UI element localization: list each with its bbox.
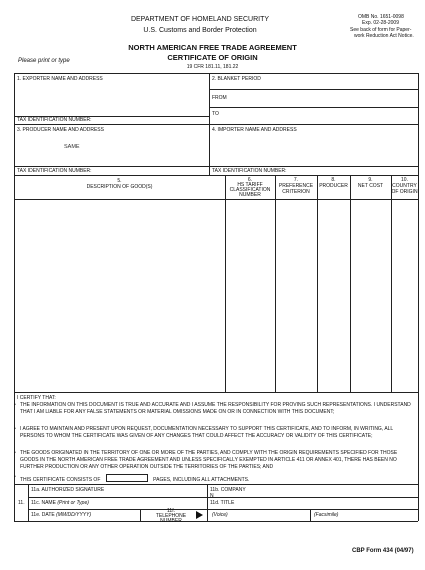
rule-certify (14, 392, 418, 393)
col-classification-header: CLASSIFICATION (229, 187, 271, 193)
rule-right (418, 73, 419, 521)
facsimile-label: (Facsimile) (314, 512, 339, 518)
col-5-number: 5. (117, 178, 122, 184)
sig-row-1 (28, 497, 418, 498)
bullet-icon: • (14, 402, 16, 408)
rule-top (14, 73, 418, 74)
rule-tax-3-4 (14, 166, 418, 167)
bullet-icon: • (14, 474, 16, 480)
cfr-reference: 19 CFR 181.11, 181.22 (186, 64, 239, 70)
col-sep-10 (391, 175, 392, 392)
rule-from (209, 89, 418, 90)
exporter-label: 1. EXPORTER NAME AND ADDRESS (17, 76, 103, 82)
to-label: TO (212, 111, 219, 117)
company-label: 11b. COMPANY (210, 487, 246, 493)
col-sep-8 (317, 175, 318, 392)
col-criterion-header: CRITERION (282, 189, 310, 195)
col-6-number: 6. (247, 177, 253, 183)
certify-item-1: • THE INFORMATION ON THIS DOCUMENT IS TRUE AND ACCURATE AND I ASSUME THE RESPONSIBILITY FOR PROVING SUCH REPRESENTATIONS. I UNDERSTAND THAT I AM LIABLE FOR ANY FALSE STATEMENTS OR MATERIAL OMISSIONS MADE ON OR IN CONNECTION WITH THIS DOCUMENT; (14, 402, 411, 415)
certify-item-4: • THIS CERTIFICATE CONSISTS OF PAGES, INCLUDING ALL ATTACHMENTS. (14, 474, 250, 483)
col-description-header: DESCRIPTION OF GOOD(S) (86, 184, 153, 190)
exporter-tax-id-label: TAX IDENTIFICATION NUMBER: (17, 117, 92, 123)
signature-section-number: 11. (18, 500, 25, 506)
arrow-right-icon (196, 511, 203, 519)
agency-name: U.S. Customs and Border Protection (143, 27, 257, 34)
title-label: 11d. TITLE (210, 500, 235, 506)
rule-signature-bottom (14, 521, 418, 522)
name-label: 11c. NAME (Print or Type) (31, 500, 89, 506)
producer-tax-id-label: TAX IDENTIFICATION NUMBER: (17, 168, 92, 174)
col-sep-6 (225, 175, 226, 392)
col-sep-9 (350, 175, 351, 392)
importer-label: 4. IMPORTER NAME AND ADDRESS (212, 127, 297, 133)
col-preference-header: PREFERENCE (278, 183, 314, 189)
col-producer-header: PRODUCER (319, 183, 348, 189)
paperwork-note-1: See back of form for Paper- (350, 27, 412, 33)
form-title: NORTH AMERICAN FREE TRADE AGREEMENT (128, 43, 297, 52)
bullet-icon: • (14, 426, 16, 432)
col-8-number: 8. (331, 177, 336, 183)
rule-signature (14, 484, 418, 485)
col-origin-header: OF ORIGIN (391, 189, 418, 195)
print-note: Please print or type (18, 58, 70, 64)
telephone-label: 11f. TELEPHONE NUMBER (155, 508, 187, 524)
certify-intro: I CERTIFY THAT: (17, 395, 56, 401)
rule-columns (14, 175, 418, 176)
sig-mid-sep (207, 484, 208, 521)
importer-tax-id-label: TAX IDENTIFICATION NUMBER: (212, 168, 287, 174)
department-name: DEPARTMENT OF HOMELAND SECURITY (130, 16, 270, 23)
company-value: N (210, 493, 214, 499)
rule-column-header-bottom (14, 199, 418, 200)
form-subtitle: CERTIFICATE OF ORIGIN (167, 53, 258, 62)
blanket-period-label: 2. BLANKET PERIOD (212, 76, 261, 82)
from-label: FROM (212, 95, 227, 101)
expiration-date: Exp. 02-28-2009 (362, 20, 399, 26)
authorized-signature-label: 11a. AUTHORIZED SIGNATURE (31, 487, 105, 493)
sig-row-2 (28, 509, 418, 510)
rule-section-3 (14, 124, 418, 125)
col-sep-7 (275, 175, 276, 392)
col-number-header: NUMBER (239, 192, 261, 198)
rule-to (209, 107, 418, 108)
sig-fax-sep (310, 509, 311, 521)
bullet-icon: • (14, 450, 16, 456)
producer-label: 3. PRODUCER NAME AND ADDRESS (17, 127, 104, 133)
certify-item-2: • I AGREE TO MAINTAIN AND PRESENT UPON REQUEST, DOCUMENTATION NECESSARY TO SUPPORT THIS CERTIFICATE, AND TO INFORM, IN WRITING, ALL PERSONS TO WHOM THE CERTIFICATE WAS GIVEN OF ANY CHANGES THAT COULD AFFECT THE ACCURACY OR VALIDITY OF THIS CERTIFICATE; (14, 426, 394, 439)
certify-item-3: • THE GOODS ORIGINATED IN THE TERRITORY OF ONE OR MORE OF THE PARTIES, AND COMPLY WITH THE ORIGIN REQUIREMENTS SPECIFIED FOR THOSE GOODS IN THE NORTH AMERICAN FREE TRADE AGREEMENT AND UNLESS SPECIFICALLY EXEMPTED IN ARTICLE 411 OR ANNEX 401, THERE HAS BEEN NO FURTHER PRODUCTION OR ANY OTHER OPERATION OUTSIDE THE TERRITORIES OF THE PARTIES; AND (14, 450, 398, 470)
col-9-number: 9. (368, 177, 373, 183)
date-label: 11e. DATE (MM/DD/YYYY) (31, 512, 92, 518)
col-country-header: COUNTRY (392, 183, 417, 189)
page-count-field[interactable] (106, 474, 148, 482)
col-7-number: 7. (293, 177, 299, 183)
col-hs-tariff-header: HS TARIFF (237, 182, 263, 188)
col-10-number: 10. (401, 177, 408, 183)
omb-number: OMB No. 1651-0098 (358, 14, 404, 20)
sig-num-sep (28, 484, 29, 521)
producer-same-value: SAME (64, 144, 80, 150)
form-number: CBP Form 434 (04/97) (352, 548, 414, 554)
voice-label: (Voice) (212, 512, 228, 518)
paperwork-note-2: work Reduction Act Notice. (354, 33, 414, 39)
col-net-cost-header: NET COST (357, 183, 384, 189)
sig-phone-sep (140, 509, 141, 521)
